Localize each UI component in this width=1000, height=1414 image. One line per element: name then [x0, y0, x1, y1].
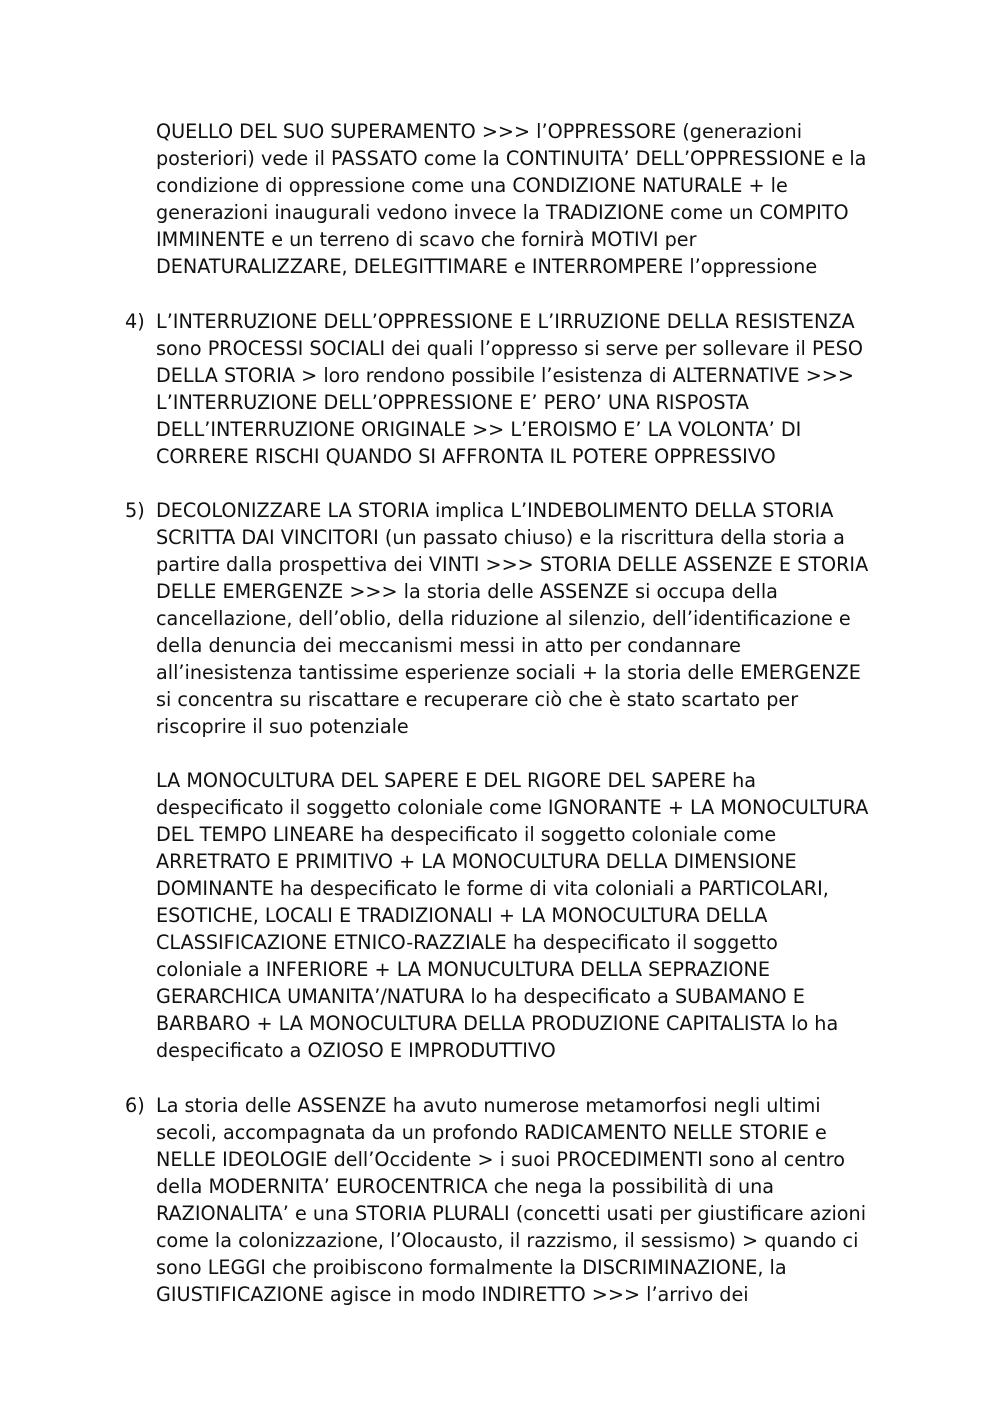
text-line: DECOLONIZZARE LA STORIA implica L’INDEBOLIMENTO DELLA STORIA — [156, 499, 834, 522]
text-line: generazioni inaugurali vedono invece la TRADIZIONE come un COMPITO — [156, 201, 849, 224]
text-line: sono PROCESSI SOCIALI dei quali l’oppresso si serve per sollevare il PESO — [156, 337, 863, 360]
text-line: NELLE IDEOLOGIE dell’Occidente > i suoi PROCEDIMENTI sono al centro — [156, 1148, 846, 1171]
text-line: sono LEGGI che proibiscono formalmente la DISCRIMINAZIONE, la — [156, 1256, 787, 1279]
text-line: DELL’INTERRUZIONE ORIGINALE >> L’EROISMO E’ LA VOLONTA’ DI — [156, 418, 802, 441]
text-line: posteriori) vede il PASSATO come la CONTINUITA’ DELL’OPPRESSIONE e la — [156, 147, 867, 170]
text-line: RAZIONALITA’ e una STORIA PLURALI (concetti usati per giustificare azioni — [156, 1202, 867, 1225]
text-line: DELLE EMERGENZE >>> la storia delle ASSENZE si occupa della — [156, 580, 778, 603]
text-line: GERARCHICA UMANITA’/NATURA lo ha despecificato a SUBAMANO E — [156, 985, 805, 1008]
text-line: L’INTERRUZIONE DELL’OPPRESSIONE E L’IRRUZIONE DELLA RESISTENZA — [156, 310, 855, 333]
list-number: 5) — [125, 499, 145, 522]
text-line: GIUSTIFICAZIONE agisce in modo INDIRETTO >>> l’arrivo dei — [156, 1283, 749, 1306]
text-line: coloniale a INFERIORE + LA MONUCULTURA DELLA SEPRAZIONE — [156, 958, 771, 981]
text-line: IMMINENTE e un terreno di scavo che fornirà MOTIVI per — [156, 228, 697, 251]
text-line: SCRITTA DAI VINCITORI (un passato chiuso) e la riscrittura della storia a — [156, 526, 845, 549]
text-line: della denuncia dei meccanismi messi in atto per condannare — [156, 634, 741, 657]
list-number: 4) — [125, 310, 145, 333]
text-line: cancellazione, dell’oblio, della riduzione al silenzio, dell’identificazione e — [156, 607, 851, 630]
text-line: DOMINANTE ha despecificato le forme di vita coloniali a PARTICOLARI, — [156, 877, 829, 900]
text-line: ESOTICHE, LOCALI E TRADIZIONALI + LA MONOCULTURA DELLA — [156, 904, 768, 927]
text-line: riscoprire il suo potenziale — [156, 715, 409, 738]
text-line: partire dalla prospettiva dei VINTI >>> STORIA DELLE ASSENZE E STORIA — [156, 553, 869, 576]
text-line: L’INTERRUZIONE DELL’OPPRESSIONE E’ PERO’ UNA RISPOSTA — [156, 391, 749, 414]
list-number: 6) — [125, 1094, 145, 1117]
text-line: DEL TEMPO LINEARE ha despecificato il soggetto coloniale come — [156, 823, 777, 846]
text-line: LA MONOCULTURA DEL SAPERE E DEL RIGORE DEL SAPERE ha — [156, 769, 757, 792]
text-line: CLASSIFICAZIONE ETNICO-RAZZIALE ha despecificato il soggetto — [156, 931, 778, 954]
text-line: despecificato a OZIOSO E IMPRODUTTIVO — [156, 1039, 556, 1062]
text-line: si concentra su riscattare e recuperare ciò che è stato scartato per — [156, 688, 799, 711]
text-line: La storia delle ASSENZE ha avuto numerose metamorfosi negli ultimi — [156, 1094, 821, 1117]
text-line: condizione di oppressione come una CONDIZIONE NATURALE + le — [156, 174, 788, 197]
text-line: BARBARO + LA MONOCULTURA DELLA PRODUZIONE CAPITALISTA lo ha — [156, 1012, 839, 1035]
text-line: secoli, accompagnata da un profondo RADICAMENTO NELLE STORIE e — [156, 1121, 827, 1144]
text-line: ARRETRATO E PRIMITIVO + LA MONOCULTURA DELLA DIMENSIONE — [156, 850, 797, 873]
text-line: DENATURALIZZARE, DELEGITTIMARE e INTERROMPERE l’oppressione — [156, 255, 818, 278]
text-line: QUELLO DEL SUO SUPERAMENTO >>> l’OPPRESSORE (generazioni — [156, 120, 803, 143]
text-line: della MODERNITA’ EUROCENTRICA che nega la possibilità di una — [156, 1175, 775, 1198]
text-line: despecificato il soggetto coloniale come IGNORANTE + LA MONOCULTURA — [156, 796, 869, 819]
text-line: all’inesistenza tantissime esperienze sociali + la storia delle EMERGENZE — [156, 661, 861, 684]
text-line: DELLA STORIA > loro rendono possibile l’esistenza di ALTERNATIVE >>> — [156, 364, 854, 387]
text-line: come la colonizzazione, l’Olocausto, il razzismo, il sessismo) > quando ci — [156, 1229, 859, 1252]
text-line: CORRERE RISCHI QUANDO SI AFFRONTA IL POTERE OPPRESSIVO — [156, 445, 776, 468]
